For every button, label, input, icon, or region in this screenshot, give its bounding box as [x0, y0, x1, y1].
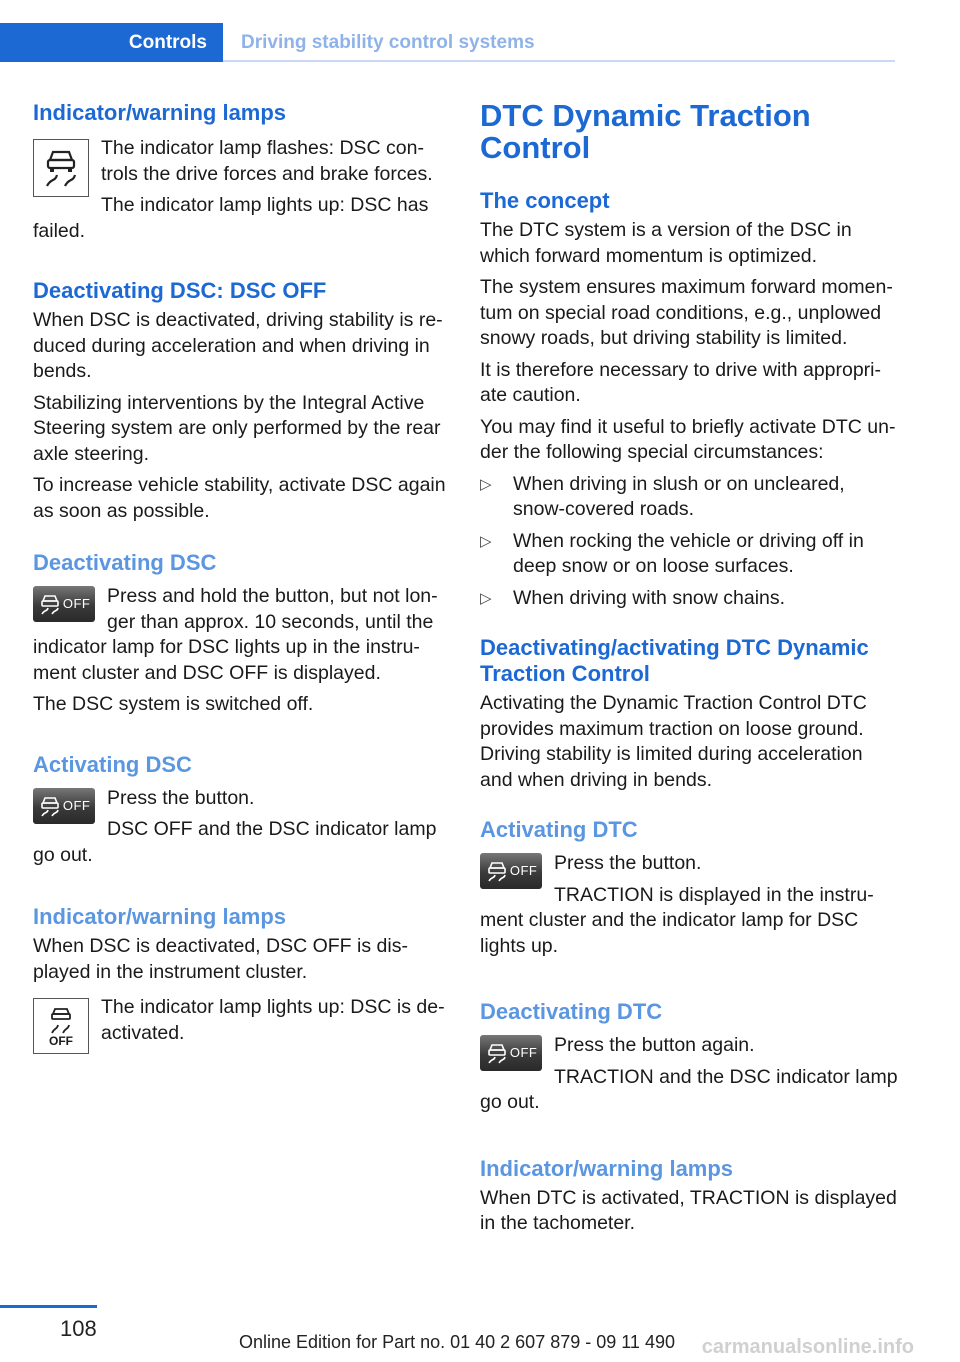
indicator1-lights-text: The indicator lamp lights up: DSC has — [101, 194, 429, 216]
page-number: 108 — [60, 1316, 97, 1341]
heading-deactivating-dsc: Deactivating DSC — [33, 550, 217, 575]
concept-text-1: The DTC system is a version of the DSC in which forward momentum is optimized. — [480, 219, 852, 267]
list-item: ▷ When driving in slush or on uncleared, snow-covered roads. — [480, 472, 898, 523]
left-column — [33, 100, 451, 1054]
heading-dtc: DTC Dynamic Traction Control — [480, 98, 811, 165]
heading-concept: The concept — [480, 188, 610, 213]
heading-deactivating-dsc-off: Deactivating DSC: DSC OFF — [33, 278, 327, 303]
indicator2-lights-text: The indicator lamp lights up: DSC is de-activated. — [101, 996, 445, 1044]
watermark: carmanualsonline.info — [701, 1336, 914, 1358]
chapter-title: Driving stability control systems — [241, 32, 535, 53]
indicator3-description: When DTC is activated, TRACTION is displayed in the tachometer. — [480, 1186, 897, 1234]
deact-act-description: Activating the Dynamic Traction Control DTC provides maximum traction on loose ground. Driving stability is limited during acceleration and when driving in bends. — [480, 692, 867, 791]
right-column — [480, 100, 898, 1237]
activate-result-text: DSC OFF and the DSC indicator lamp go out. — [33, 818, 437, 866]
dsc-off-lamp-icon: OFF — [33, 998, 89, 1054]
indicator1-failed-text: failed. — [33, 219, 86, 242]
dsc-off-button-icon-2: OFF — [33, 788, 95, 824]
heading-deactivating-activating-dtc: Deactivating/activating DTC Dynamic Traction Control — [480, 635, 869, 686]
activate-dtc-result-text: TRACTION is displayed in the instru-ment cluster and the indicator lamp for DSC lights up. — [480, 883, 874, 957]
edition-text: Online Edition for Part no. 01 40 2 607 879 - 09 11 490 — [239, 1332, 675, 1352]
deactivate-description: When DSC is deactivated, driving stability is re-duced during acceleration and when driving in bends. — [33, 309, 443, 382]
section-label: Controls — [128, 32, 207, 53]
deactivate-instructions: Press and hold the button, but not lon-ger than approx. 10 seconds, until the indicator lamp for DSC lights up in the instru-ment cluster and DSC OFF is displayed. — [33, 585, 438, 684]
activate-press-text: Press the button. — [107, 786, 255, 809]
dsc-off-button-icon: OFF — [33, 586, 95, 622]
circumstances-list — [480, 472, 898, 612]
steering-note: Stabilizing interventions by the Integral Active Steering system are only performed by the rear axle steering. — [33, 391, 441, 465]
list-item: ▷ When rocking the vehicle or driving off in deep snow or on loose surfaces. — [480, 529, 898, 580]
dsc-lamp-icon — [33, 139, 89, 197]
heading-indicator-lamps-2: Indicator/warning lamps — [33, 904, 287, 929]
section-tab — [0, 23, 223, 62]
footer-rule — [0, 1305, 97, 1308]
heading-indicator-lamps-3: Indicator/warning lamps — [480, 1155, 734, 1181]
heading-deactivating-dtc: Deactivating DTC — [480, 999, 663, 1024]
indicator1-flashes-text: The indicator lamp flashes: DSC con-trols the drive forces and brake forces. — [101, 137, 433, 185]
heading-indicator-lamps: Indicator/warning lamps — [33, 100, 287, 125]
list-item: ▷ When driving with snow chains. — [480, 586, 898, 612]
dtc-button-icon: OFF — [480, 853, 542, 889]
header-rule — [223, 60, 895, 62]
heading-activating-dtc: Activating DTC — [480, 817, 638, 842]
dtc-button-icon-2: OFF — [480, 1035, 542, 1071]
heading-activating-dsc: Activating DSC — [33, 751, 192, 777]
concept-text-3: It is therefore necessary to drive with appropri-ate caution. — [480, 358, 882, 406]
deactivate-dtc-result-text: TRACTION and the DSC indicator lamp go out. — [480, 1065, 898, 1113]
activate-dtc-press-text: Press the button. — [554, 852, 702, 874]
deactivate-dtc-press-text: Press the button again. — [554, 1034, 755, 1056]
concept-text-4: You may find it useful to briefly activate DTC un-der the following special circumstances: — [480, 415, 896, 463]
stability-advice: To increase vehicle stability, activate DSC again as soon as possible. — [33, 474, 446, 522]
dsc-switched-off-text: The DSC system is switched off. — [33, 693, 314, 715]
concept-text-2: The system ensures maximum forward momen-tum on special road conditions, e.g., unplowed snowy roads, but driving stability is limited. — [480, 276, 893, 349]
indicator2-description: When DSC is deactivated, DSC OFF is dis-played in the instrument cluster. — [33, 935, 408, 983]
